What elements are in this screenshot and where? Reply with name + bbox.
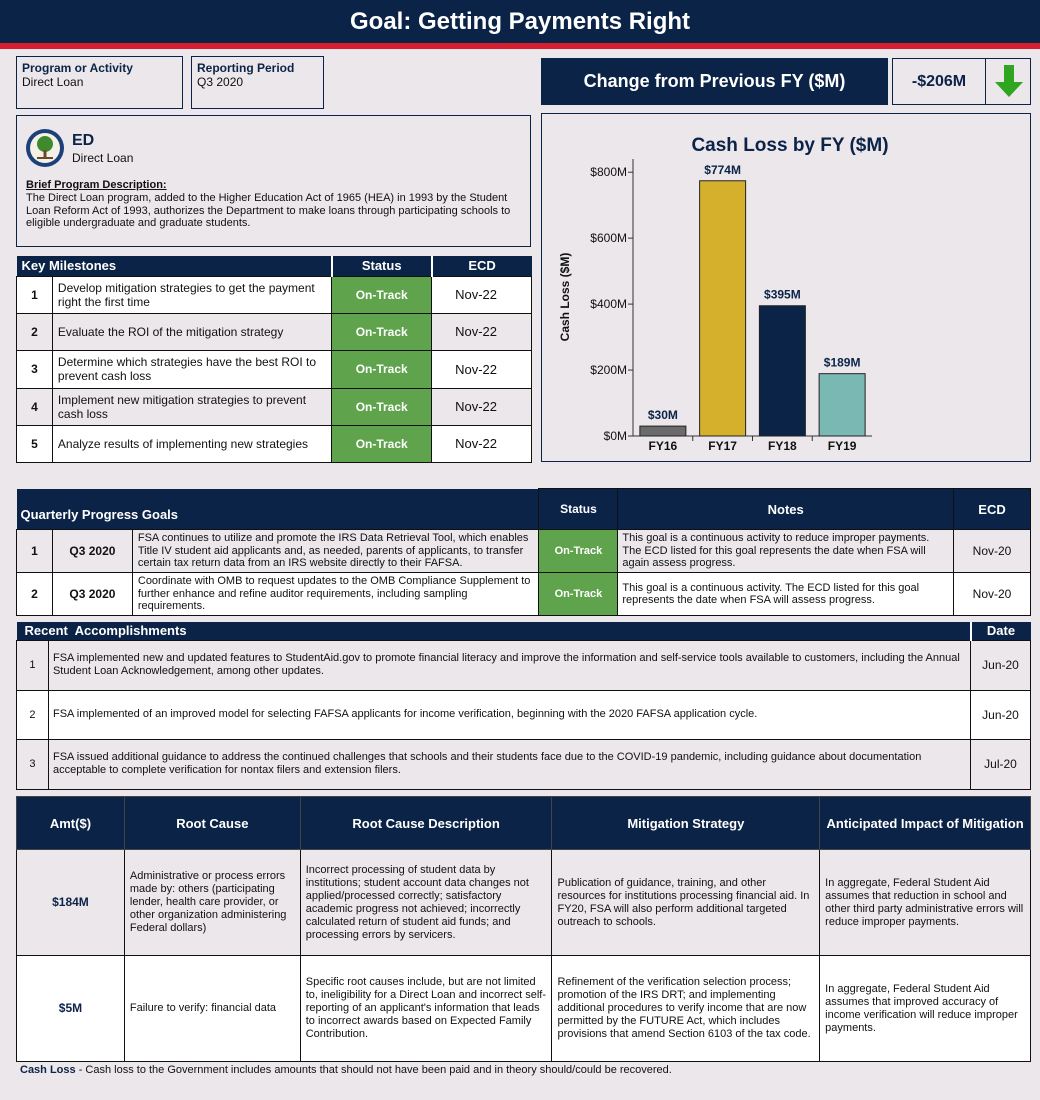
quarterly-notes: This goal is a continuous activity. The ECD listed for this goal represents the date when FSA will assess progress.	[618, 573, 954, 616]
accomplishments-table	[16, 622, 1031, 790]
chart-y-tick-label: $200M	[590, 363, 627, 378]
milestone-num: 1	[17, 276, 53, 313]
root-cause-table	[16, 796, 1031, 1062]
chart-bar	[819, 374, 865, 436]
period-label: Reporting Period	[197, 61, 295, 75]
table-row	[17, 276, 532, 313]
agency-name: ED	[72, 132, 95, 149]
program-description-box	[16, 115, 531, 247]
quarterly-notes-header: Notes	[618, 489, 954, 530]
chart-y-tick-label: $800M	[590, 165, 627, 180]
root-cause-description-header: Root Cause Description	[300, 797, 552, 850]
amount-header: Amt($)	[17, 797, 125, 850]
program-label: Program or Activity	[22, 61, 133, 75]
quarterly-quarter: Q3 2020	[52, 530, 132, 573]
chart-x-tick-label: FY16	[648, 439, 678, 453]
quarterly-status: On-Track	[539, 530, 618, 573]
chart-y-tick-label: $400M	[590, 297, 627, 312]
change-label-text: Change from Previous FY ($M)	[583, 71, 846, 91]
accomplishment-num: 1	[17, 640, 49, 690]
quarterly-text: FSA continues to utilize and promote the IRS Data Retrieval Tool, which enables Title IV student aid applicants and, as needed, parents of applicants, to transfer certain tax return data from an IRS website directly to their FAFSA.	[132, 530, 539, 573]
description-label: Brief Program Description:	[26, 179, 167, 191]
table-row	[17, 350, 532, 388]
milestone-text: Determine which strategies have the best ROI to prevent cash loss	[52, 350, 331, 388]
accomplishment-date: Jul-20	[971, 739, 1031, 789]
milestone-status: On-Track	[332, 425, 432, 462]
milestone-status: On-Track	[332, 388, 432, 425]
quarterly-status: On-Track	[539, 573, 618, 616]
program-box	[16, 56, 183, 109]
footer-text: - Cash loss to the Government includes amounts that should not have been paid and in theory should/could be recovered.	[75, 1064, 672, 1076]
quarterly-goals-table	[16, 488, 1031, 616]
accomplishment-date: Jun-20	[971, 690, 1031, 739]
chart-y-tick-label: $600M	[590, 231, 627, 246]
chart-data-label: $189M	[823, 355, 861, 370]
chart-bar	[640, 426, 686, 436]
table-row	[17, 690, 1031, 739]
quarterly-ecd: Nov-20	[954, 530, 1031, 573]
quarterly-ecd-header: ECD	[954, 489, 1031, 530]
amount-value: $5M	[17, 956, 125, 1062]
root-cause-description-value: Incorrect processing of student data by institutions; student account data changes not applied/processed correctly; satisfactory academic progress not achieved; incorrectly calculated return of student aid funds; and processing errors by servicers.	[300, 850, 552, 956]
mitigation-strategy-value: Refinement of the verification selection process; promotion of the IRS DRT; and implementing additional procedures to verify income that are now permitted by the FUTURE Act, which includes provisions that amend Section 6103 of the tax code.	[552, 956, 820, 1062]
milestone-ecd: Nov-22	[432, 313, 532, 350]
period-value: Q3 2020	[197, 75, 244, 89]
accomplishment-num: 2	[17, 690, 49, 739]
table-row	[17, 850, 1031, 956]
change-label	[541, 58, 888, 105]
milestone-num: 5	[17, 425, 53, 462]
change-value-box	[892, 58, 1031, 105]
chart-x-tick-label: FY19	[827, 439, 857, 453]
description-text: The Direct Loan program, added to the Higher Education Act of 1965 (HEA) in 1993 by the Student Loan Reform Act of 1993, authorizes the Department to make loans through participating schools to eligible undergraduate and graduate students.	[26, 192, 511, 229]
milestone-ecd: Nov-22	[432, 425, 532, 462]
header-divider	[0, 43, 1040, 49]
chart-x-tick-label: FY17	[708, 439, 737, 453]
quarterly-notes: This goal is a continuous activity to reduce improper payments. The ECD listed for this goal represents the date when FSA will again assess progress.	[618, 530, 954, 573]
milestone-ecd: Nov-22	[432, 388, 532, 425]
milestone-text: Evaluate the ROI of the mitigation strategy	[52, 313, 331, 350]
milestones-title: Key Milestones	[17, 256, 332, 276]
milestone-status: On-Track	[332, 313, 432, 350]
root-cause-header: Root Cause	[124, 797, 300, 850]
chart-y-axis-label: Cash Loss ($M)	[558, 252, 572, 342]
quarterly-text: Coordinate with OMB to request updates to the OMB Compliance Supplement to further enhance and refine auditor requirements, including sampling requirements.	[132, 573, 539, 616]
accomplishments-date-header: Date	[971, 622, 1031, 640]
milestone-status: On-Track	[332, 276, 432, 313]
cash-loss-chart-box	[541, 113, 1031, 462]
milestone-status: On-Track	[332, 350, 432, 388]
mitigation-strategy-value: Publication of guidance, training, and other resources for institutions processing financial aid. In FY20, FSA will also perform additional targeted outreach to schools.	[552, 850, 820, 956]
chart-bar	[700, 181, 746, 436]
accomplishment-text: FSA issued additional guidance to address the continued challenges that schools and their students face due to the COVID-19 pandemic, including guidance about documentation acceptable to complete verification for nontax filers and extension filers.	[48, 739, 970, 789]
period-box	[191, 56, 324, 109]
ed-seal-logo	[25, 128, 65, 168]
down-arrow-icon	[985, 58, 1031, 105]
table-row	[17, 640, 1031, 690]
chart-data-label: $774M	[704, 162, 741, 177]
quarterly-status-header: Status	[539, 489, 618, 530]
amount-value: $184M	[17, 850, 125, 956]
milestone-num: 2	[17, 313, 53, 350]
quarterly-title: Quarterly Progress Goals	[17, 489, 539, 530]
chart-title: Cash Loss by FY ($M)	[691, 135, 889, 156]
table-row	[17, 313, 532, 350]
root-cause-value: Failure to verify: financial data	[124, 956, 300, 1062]
anticipated-impact-value: In aggregate, Federal Student Aid assumes that improved accuracy of income verification will reduce improper payments.	[820, 956, 1031, 1062]
milestone-text: Implement new mitigation strategies to prevent cash loss	[52, 388, 331, 425]
quarterly-num: 2	[17, 573, 53, 616]
root-cause-description-value: Specific root causes include, but are not limited to, ineligibility for a Direct Loan and incorrect self-reporting of an applicant's information that leads to incorrect awards based on Expected Family Contribution.	[300, 956, 552, 1062]
table-row	[17, 530, 1031, 573]
milestone-num: 4	[17, 388, 53, 425]
root-cause-value: Administrative or process errors made by: others (participating lender, health care provider, or other organization administering Federal dollars)	[124, 850, 300, 956]
quarterly-ecd: Nov-20	[954, 573, 1031, 616]
chart-bar	[759, 306, 805, 436]
footer-term: Cash Loss	[20, 1064, 76, 1076]
cash-loss-chart	[542, 114, 1030, 461]
anticipated-impact-header: Anticipated Impact of Mitigation	[820, 797, 1031, 850]
table-row	[17, 956, 1031, 1062]
accomplishment-num: 3	[17, 739, 49, 789]
accomplishment-date: Jun-20	[971, 640, 1031, 690]
chart-data-label: $30M	[647, 408, 678, 423]
table-row	[17, 425, 532, 462]
anticipated-impact-value: In aggregate, Federal Student Aid assumes that reduction in school and other third party administrative errors will reduce improper payments.	[820, 850, 1031, 956]
change-value: -$206M	[911, 73, 967, 90]
chart-y-tick-label: $0M	[603, 429, 627, 443]
milestones-table	[16, 256, 532, 463]
quarterly-num: 1	[17, 530, 53, 573]
mitigation-strategy-header: Mitigation Strategy	[552, 797, 820, 850]
agency-program: Direct Loan	[72, 151, 134, 165]
milestones-status-header: Status	[332, 256, 432, 276]
accomplishment-text: FSA implemented of an improved model for selecting FAFSA applicants for income verification, beginning with the 2020 FAFSA application cycle.	[48, 690, 970, 739]
quarterly-quarter: Q3 2020	[52, 573, 132, 616]
milestone-text: Develop mitigation strategies to get the payment right the first time	[52, 276, 331, 313]
chart-x-tick-label: FY18	[768, 439, 797, 453]
milestone-text: Analyze results of implementing new strategies	[52, 425, 331, 462]
accomplishment-text: FSA implemented new and updated features to StudentAid.gov to promote financial literacy and improve the information and self-service tools available to customers, including the Annual Student Loan Acknowledgement, among other updates.	[48, 640, 970, 690]
page-title: Goal: Getting Payments Right	[0, 0, 1040, 43]
program-value: Direct Loan	[22, 75, 84, 89]
table-row	[17, 388, 532, 425]
milestone-ecd: Nov-22	[432, 276, 532, 313]
table-row	[17, 739, 1031, 789]
milestone-num: 3	[17, 350, 53, 388]
footer-note	[20, 1064, 672, 1076]
milestone-ecd: Nov-22	[432, 350, 532, 388]
accomplishments-title: Recent Accomplishments	[17, 622, 971, 640]
milestones-ecd-header: ECD	[432, 256, 532, 276]
table-row	[17, 573, 1031, 616]
chart-data-label: $395M	[764, 287, 801, 302]
